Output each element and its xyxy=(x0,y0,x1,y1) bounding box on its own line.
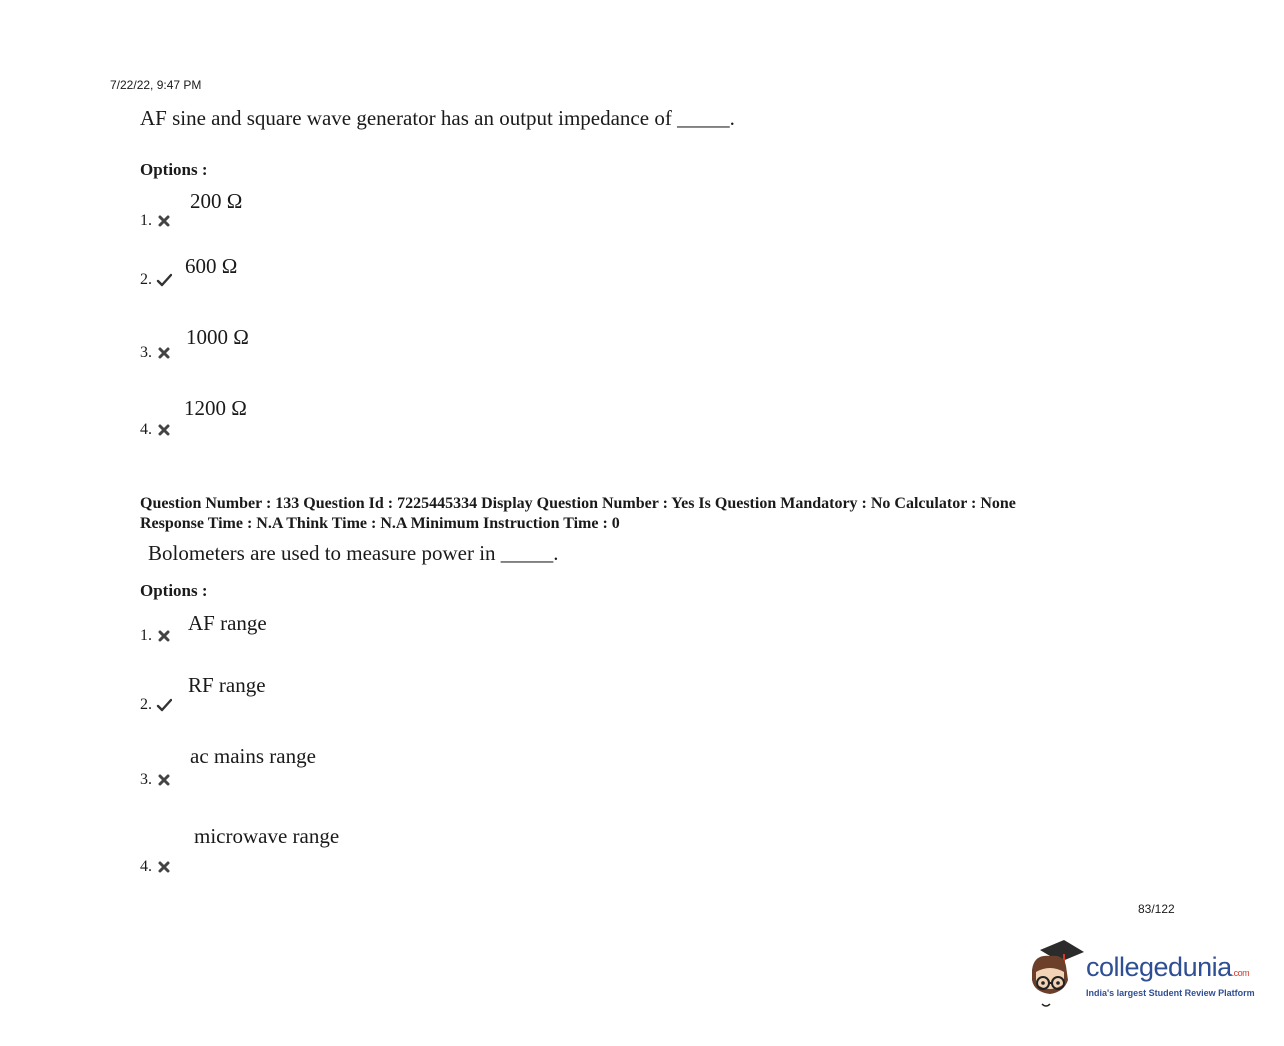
option-number xyxy=(140,421,172,439)
options-heading: Options : xyxy=(140,160,208,179)
brand-tagline: India's largest Student Review Platform xyxy=(1086,988,1255,998)
option-value: 200 Ω xyxy=(190,189,243,213)
option-value: 1200 Ω xyxy=(184,396,247,420)
cross-icon xyxy=(156,346,172,360)
option-number xyxy=(140,212,172,230)
option-value: AF range xyxy=(188,611,267,635)
option-value: 1000 Ω xyxy=(186,325,249,349)
mascot-icon xyxy=(1024,936,1086,1012)
question-meta-line: Response Time : N.A Think Time : N.A Minimum Instruction Time : 0 xyxy=(140,515,620,532)
option-number xyxy=(140,858,172,876)
page-number: 83/122 xyxy=(1138,902,1175,916)
brand-suffix: .com xyxy=(1231,968,1250,978)
cross-icon xyxy=(156,773,172,787)
check-icon xyxy=(156,273,172,287)
option-number-label: 2. xyxy=(140,696,152,713)
question-meta-line: Question Number : 133 Question Id : 7225445334 Display Question Number : Yes Is Question Mandatory : No Calculator : None xyxy=(140,495,1016,512)
question-text: AF sine and square wave generator has an output impedance of _____. xyxy=(140,106,735,130)
brand-name xyxy=(1086,952,1249,983)
check-icon xyxy=(156,698,172,712)
option-number-label: 2. xyxy=(140,271,152,288)
question-meta xyxy=(140,494,1016,534)
cross-icon xyxy=(156,860,172,874)
option-number xyxy=(140,344,172,362)
option-number-label: 3. xyxy=(140,344,152,361)
cross-icon xyxy=(156,214,172,228)
option-number-label: 4. xyxy=(140,858,152,875)
timestamp: 7/22/22, 9:47 PM xyxy=(110,78,202,92)
option-number xyxy=(140,271,172,289)
option-number-label: 1. xyxy=(140,627,152,644)
cross-icon xyxy=(156,629,172,643)
option-number xyxy=(140,627,172,645)
options-heading: Options : xyxy=(140,581,208,600)
option-number-label: 1. xyxy=(140,212,152,229)
option-number-label: 3. xyxy=(140,771,152,788)
brand-name-text: collegedunia xyxy=(1086,952,1232,982)
option-number xyxy=(140,696,172,714)
option-number xyxy=(140,771,172,789)
question-text: Bolometers are used to measure power in _____. xyxy=(148,541,559,565)
option-value: 600 Ω xyxy=(185,254,238,278)
cross-icon xyxy=(156,423,172,437)
option-value: ac mains range xyxy=(190,744,316,768)
option-number-label: 4. xyxy=(140,421,152,438)
option-value: RF range xyxy=(188,673,266,697)
option-value: microwave range xyxy=(194,824,340,848)
